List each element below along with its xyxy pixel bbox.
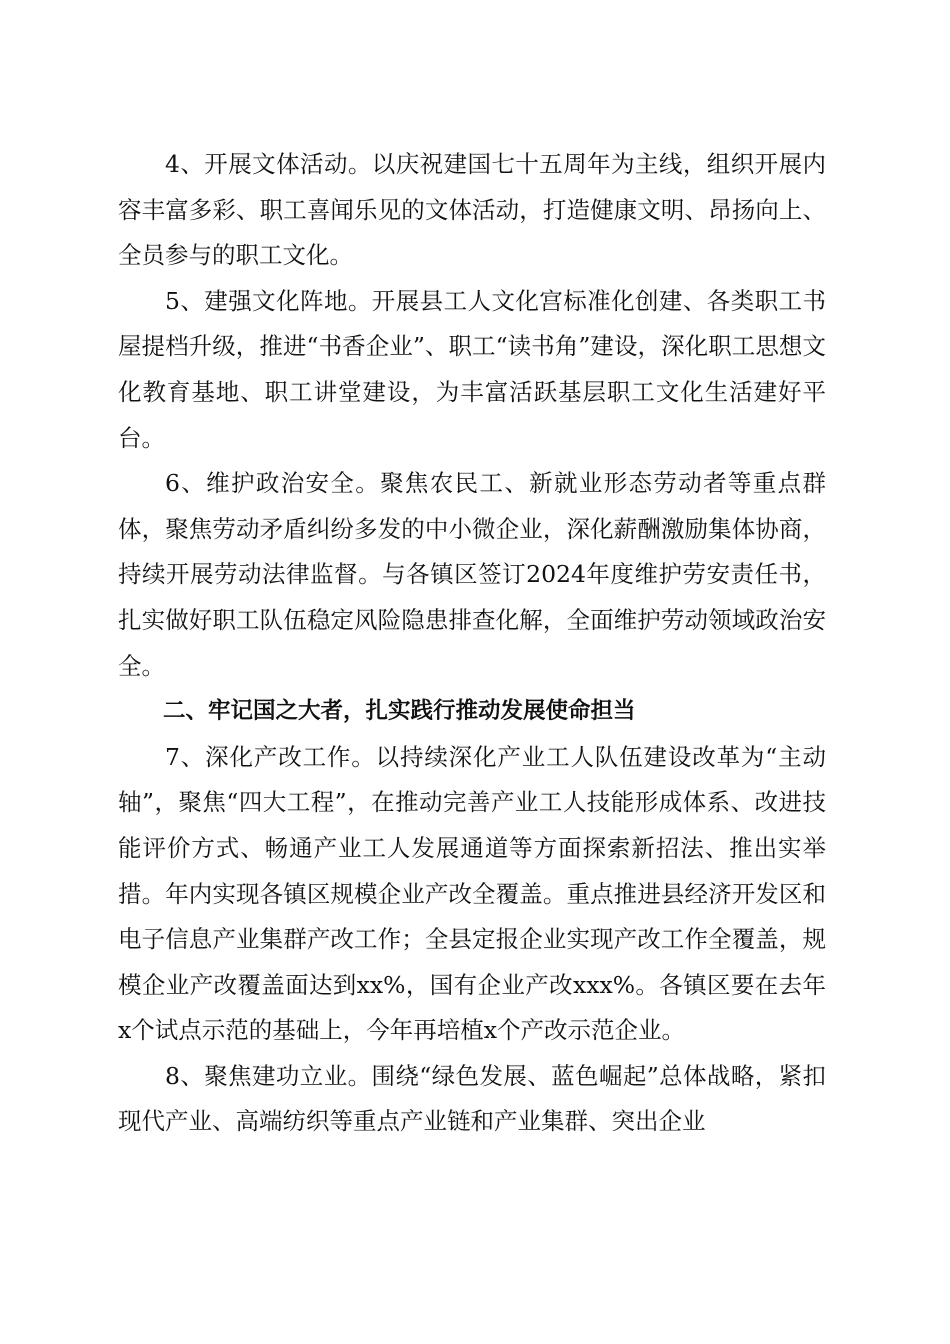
paragraph-item-4: 4、开展文体活动。以庆祝建国七十五周年为主线，组织开展内容丰富多彩、职工喜闻乐见的文体活动，打造健康文明、昂扬向上、全员参与的职工文化。 <box>118 150 826 270</box>
document-page <box>118 142 826 1145</box>
paragraph-item-5: 5、建强文化阵地。开展县工人文化宫标准化创建、各类职工书屋提档升级，推进“书香企业”、职工“读书角”建设，深化职工思想文化教育基地、职工讲堂建设，为丰富活跃基层职工文化生活建好平台。 <box>118 286 826 452</box>
paragraph-item-8: 8、聚焦建功立业。围绕“绿色发展、蓝色崛起”总体战略，紧扣现代产业、高端纺织等重点产业链和产业集群、突出企业 <box>118 1061 826 1136</box>
section-heading: 二、牢记国之大者，扎实践行推动发展使命担当 <box>163 698 636 725</box>
paragraph-item-6: 6、维护政治安全。聚焦农民工、新就业形态劳动者等重点群体，聚焦劳动矛盾纠纷多发的中小微企业，深化薪酬激励集体协商，持续开展劳动法律监督。与各镇区签订2024年度维护劳安责任书，扎实做好职工队伍稳定风险隐患排查化解，全面维护劳动领域政治安全。 <box>118 469 826 680</box>
paragraph-item-7: 7、深化产改工作。以持续深化产业工人队伍建设改革为“主动轴”，聚焦“四大工程”，在推动完善产业工人技能形成体系、改进技能评价方式、畅通产业工人发展通道等方面探索新招法、推出实举措。年内实现各镇区规模企业产改全覆盖。重点推进县经济开发区和电子信息产业集群产改工作；全县定报企业实现产改工作全覆盖，规模企业产改覆盖面达到xx%，国有企业产改xxx%。各镇区要在去年x个试点示范的基础上，今年再培植x个产改示范企业。 <box>118 742 826 1045</box>
